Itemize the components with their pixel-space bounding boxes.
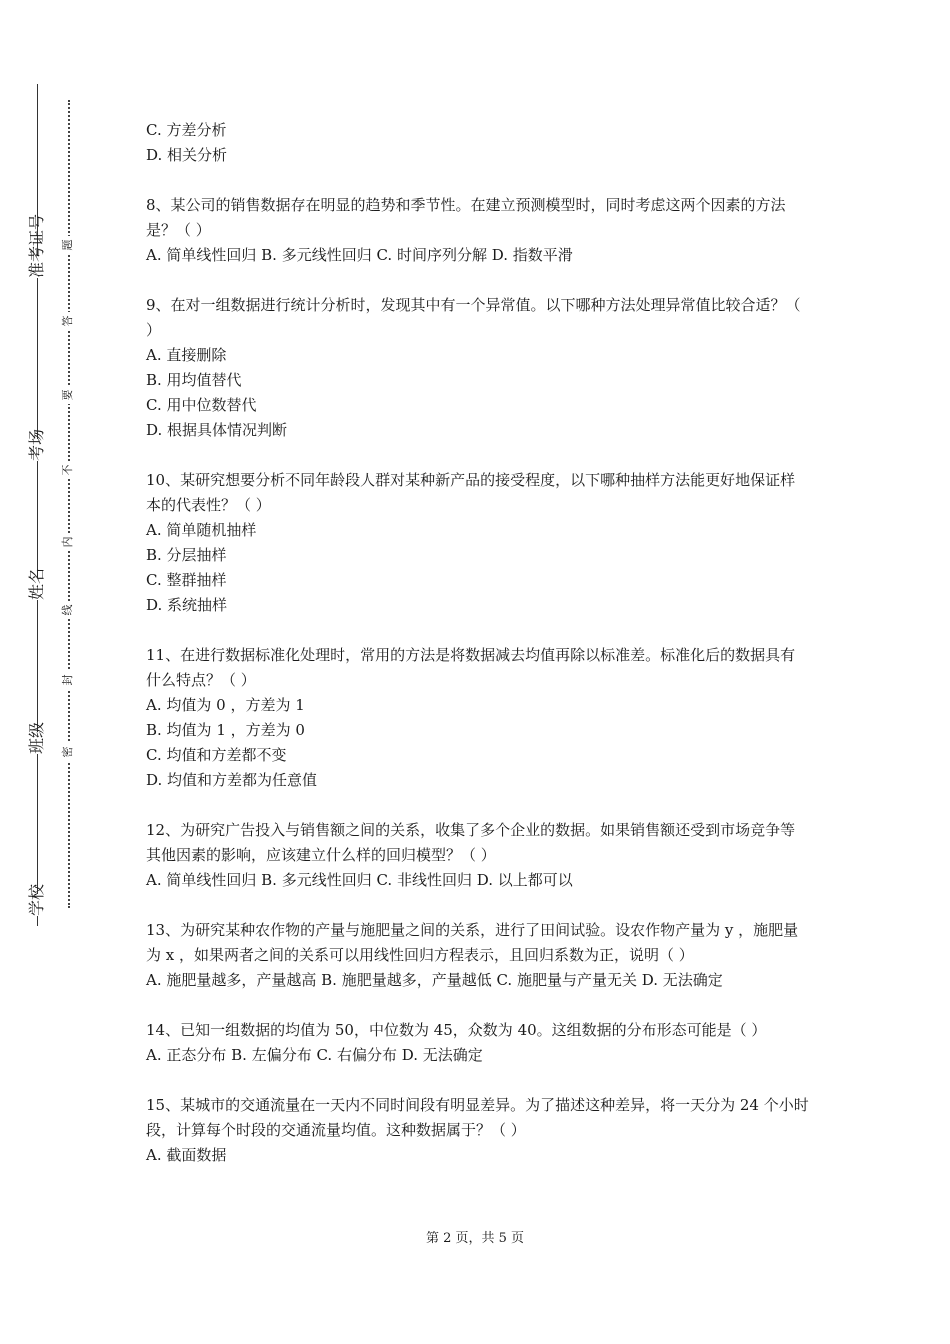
question-text: 8、某公司的销售数据存在明显的趋势和季节性。在建立预测模型时，同时考虑这两个因素的方法是？（ ） xyxy=(146,196,786,239)
seal-char: 题 xyxy=(61,236,75,254)
option: B. 均值为 1 ，方差为 0 xyxy=(146,721,305,739)
page-number: 第 2 页，共 5 页 xyxy=(425,1231,525,1246)
option: C. 用中位数替代 xyxy=(146,396,257,414)
seal-char: 内 xyxy=(61,533,75,551)
question-10 xyxy=(146,468,810,618)
question-text: 9、在对一组数据进行统计分析时，发现其中有一个异常值。以下哪种方法处理异常值比较合适？（ ） xyxy=(146,296,801,339)
option: C. 方差分析 xyxy=(146,121,227,139)
binding-margin xyxy=(0,0,120,1344)
seal-char: 要 xyxy=(61,386,75,404)
seal-char: 封 xyxy=(61,671,75,689)
question-11 xyxy=(146,643,810,793)
question-text: 12、为研究广告投入与销售额之间的关系，收集了多个企业的数据。如果销售额还受到市场竞争等其他因素的影响，应该建立什么样的回归模型？（ ） xyxy=(146,821,796,864)
question-8 xyxy=(146,193,810,268)
option: A. 正态分布 B. 左偏分布 C. 右偏分布 D. 无法确定 xyxy=(146,1046,483,1064)
question-14 xyxy=(146,1018,810,1068)
seal-char: 线 xyxy=(61,601,75,619)
option: B. 用均值替代 xyxy=(146,371,242,389)
option: A. 简单随机抽样 xyxy=(146,521,257,539)
question-9 xyxy=(146,293,810,443)
option: A. 直接删除 xyxy=(146,346,227,364)
label-class: 班级 xyxy=(27,721,46,754)
question-text: 15、某城市的交通流量在一天内不同时间段有明显差异。为了描述这种差异，将一天分为 24 个小时段，计算每个时段的交通流量均值。这种数据属于？（ ） xyxy=(146,1096,809,1139)
question-7-continued xyxy=(146,118,810,168)
option: D. 相关分析 xyxy=(146,146,228,164)
seal-char: 答 xyxy=(61,312,75,330)
label-name: 姓名 xyxy=(27,567,46,600)
seal-char: 不 xyxy=(61,461,75,479)
label-exam-room: 考场 xyxy=(27,428,46,461)
binding-line xyxy=(37,84,38,926)
seal-char: 密 xyxy=(61,743,75,761)
question-13 xyxy=(146,918,810,993)
seal-dotted-line xyxy=(68,100,70,908)
question-15 xyxy=(146,1093,810,1168)
option: A. 均值为 0 ，方差为 1 xyxy=(146,696,305,714)
option: C. 均值和方差都不变 xyxy=(146,746,287,764)
option: A. 截面数据 xyxy=(146,1146,227,1164)
question-text: 13、为研究某种农作物的产量与施肥量之间的关系，进行了田间试验。设农作物产量为 y ，施肥量为 x ，如果两者之间的关系可以用线性回归方程表示，且回归系数为正，说明（ ） xyxy=(146,921,799,964)
question-text: 14、已知一组数据的均值为 50，中位数为 45，众数为 40。这组数据的分布形态可能是（ ） xyxy=(146,1021,767,1039)
question-text: 10、某研究想要分析不同年龄段人群对某种新产品的接受程度，以下哪种抽样方法能更好地保证样本的代表性？（ ） xyxy=(146,471,796,514)
label-exam-id: 准考证号 xyxy=(27,213,46,278)
option: D. 系统抽样 xyxy=(146,596,228,614)
option: A. 施肥量越多，产量越高 B. 施肥量越多，产量越低 C. 施肥量与产量无关 D. 无法确定 xyxy=(146,971,723,989)
option: A. 简单线性回归 B. 多元线性回归 C. 时间序列分解 D. 指数平滑 xyxy=(146,246,573,264)
question-12 xyxy=(146,818,810,893)
question-text: 11、在进行数据标准化处理时，常用的方法是将数据减去均值再除以标准差。标准化后的数据具有什么特点？（ ） xyxy=(146,646,796,689)
option: A. 简单线性回归 B. 多元线性回归 C. 非线性回归 D. 以上都可以 xyxy=(146,871,573,889)
option: B. 分层抽样 xyxy=(146,546,227,564)
option: D. 根据具体情况判断 xyxy=(146,421,288,439)
option: C. 整群抽样 xyxy=(146,571,227,589)
option: D. 均值和方差都为任意值 xyxy=(146,771,318,789)
question-list xyxy=(146,118,810,1193)
label-school: 学校 xyxy=(27,883,46,916)
